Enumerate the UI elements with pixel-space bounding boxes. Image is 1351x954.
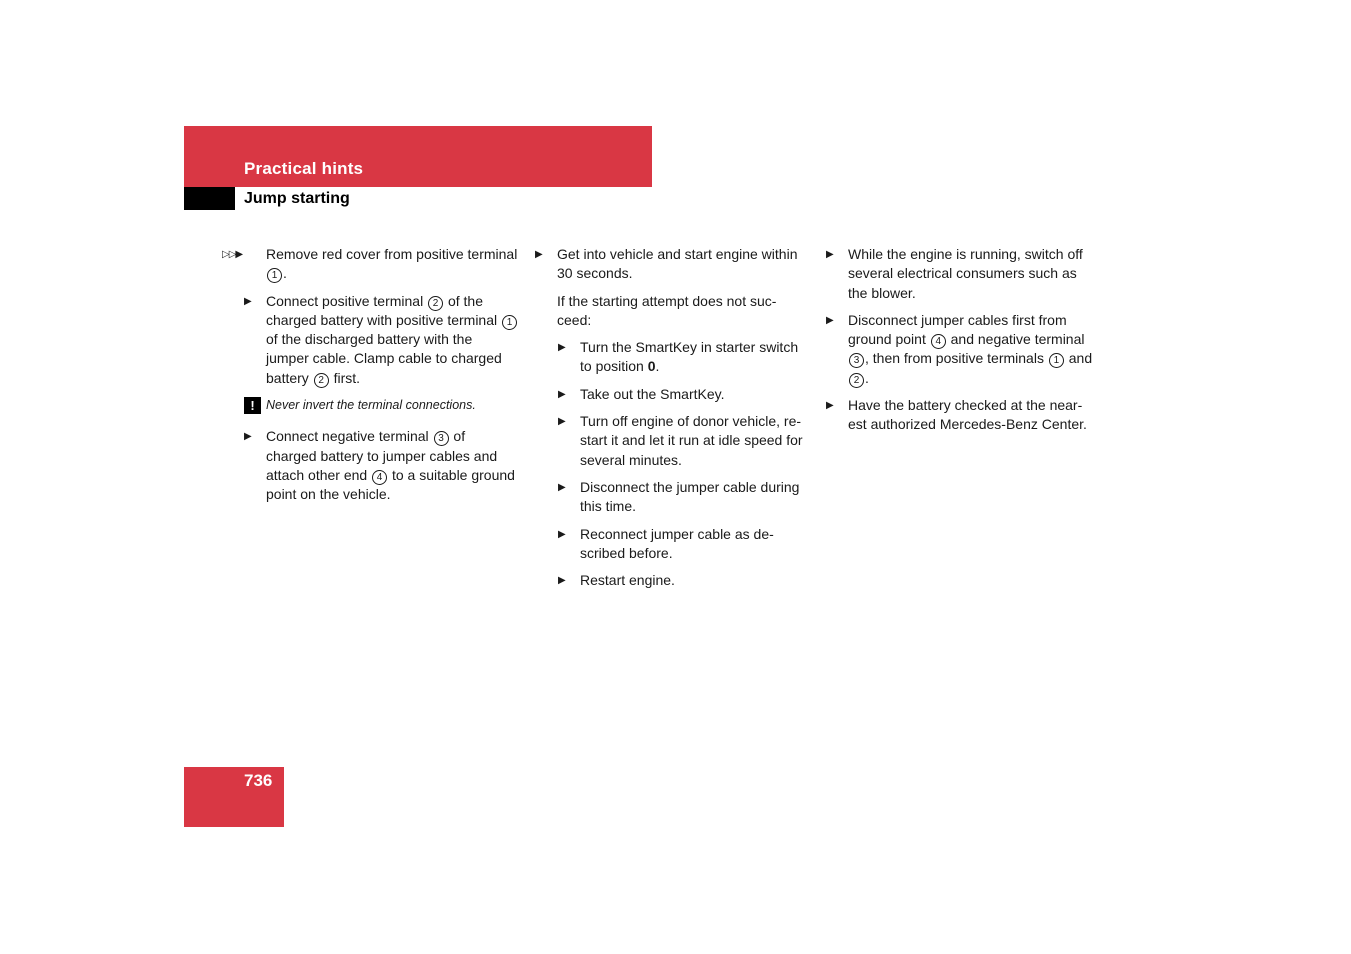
substep-reconnect-cable (558, 525, 809, 564)
terminal-3-icon: 3 (434, 431, 449, 446)
step-text: While the engine is running, switch off several electrical consumers such as the blower. (848, 246, 1083, 301)
ground-point-4-icon: 4 (931, 334, 946, 349)
step-text: and negative terminal (946, 331, 1085, 348)
step-text: Remove red cover from positive terminal (266, 246, 518, 262)
warning-text: Never invert the terminal connections. (266, 398, 476, 413)
step-arrow-icon: ▶ (826, 400, 834, 412)
step-text: Get into vehicle and start engine within 30 seconds. (557, 246, 798, 282)
column-2 (535, 245, 809, 598)
step-text: of charged battery to jumper cables and attach other end (266, 428, 498, 483)
condition-paragraph: If the starting attempt does not suc-ceed: (557, 292, 777, 328)
step-text: Turn the SmartKey in starter switch to position (580, 339, 799, 375)
section-tab-marker (184, 187, 235, 210)
step-arrow-icon: ▶ (558, 388, 566, 400)
step-start-engine (535, 245, 809, 284)
substep-disconnect-cable (558, 478, 809, 517)
warning-note (250, 396, 518, 415)
step-text: Connect negative terminal (266, 428, 433, 445)
step-arrow-icon: ▶ (558, 575, 566, 587)
terminal-2-icon: 2 (849, 373, 864, 388)
ground-point-4-icon: 4 (372, 470, 387, 485)
step-arrow-icon: ▶ (244, 295, 252, 307)
section-title: Practical hints (244, 159, 364, 178)
step-text: Take out the SmartKey. (580, 385, 725, 402)
step-text: Disconnect jumper cables first from ground point (848, 311, 1067, 348)
step-text: of the charged battery with positive terminal (266, 292, 501, 328)
step-connect-negative (244, 427, 518, 504)
continued-arrow-icon: ▷▷▶ (222, 249, 243, 260)
terminal-2-icon: 2 (428, 296, 443, 311)
terminal-1-icon: 1 (502, 315, 517, 330)
substep-restart-engine (558, 571, 809, 590)
step-text: Connect positive terminal (266, 292, 428, 309)
step-text: Disconnect the jumper cable during this time. (580, 478, 800, 515)
terminal-2-icon: 2 (314, 373, 329, 388)
step-arrow-icon: ▶ (558, 481, 566, 493)
step-text: first. (329, 369, 361, 386)
step-arrow-icon: ▶ (558, 528, 566, 540)
step-disconnect-cables (826, 311, 1100, 388)
step-text: . (865, 369, 869, 386)
step-text: to a suitable ground point on the vehicle. (266, 466, 515, 503)
step-arrow-icon: ▶ (826, 314, 834, 326)
step-text: of the discharged battery with the jumper cable. Clamp cable to charged battery (266, 331, 502, 386)
step-text: Restart engine. (580, 572, 675, 589)
page-number: 736 (244, 771, 273, 790)
terminal-1-icon: 1 (1049, 353, 1064, 368)
step-arrow-icon: ▶ (558, 342, 566, 354)
step-text: Have the battery checked at the near-est authorized Mercedes-Benz Center. (848, 397, 1087, 433)
step-text: . (283, 265, 287, 282)
step-text: Reconnect jumper cable as de-scribed before. (580, 525, 774, 561)
step-connect-positive (244, 292, 518, 388)
step-text: and (1064, 350, 1093, 367)
terminal-1-icon: 1 (267, 268, 282, 283)
step-arrow-icon: ▶ (826, 249, 834, 260)
substep-turn-smartkey (558, 338, 809, 377)
substep-take-out-smartkey (558, 385, 809, 404)
step-arrow-icon: ▶ (558, 416, 566, 428)
step-switch-off-consumers (826, 245, 1100, 303)
substep-donor-engine (558, 412, 809, 470)
step-remove-cover (222, 245, 518, 284)
step-arrow-icon: ▶ (535, 249, 543, 260)
step-arrow-icon: ▶ (244, 431, 252, 443)
step-text: . (655, 358, 660, 375)
step-battery-check (826, 396, 1100, 435)
position-zero: 0 (647, 358, 656, 375)
warning-icon: ! (244, 397, 261, 414)
column-1 (222, 245, 518, 513)
page-subtitle: Jump starting (244, 190, 350, 207)
column-3 (826, 245, 1100, 443)
step-text: Turn off engine of donor vehicle, re-start it and let it run at idle speed for several minutes. (580, 413, 803, 468)
terminal-3-icon: 3 (849, 353, 864, 368)
step-text: , then from positive terminals (865, 350, 1048, 367)
